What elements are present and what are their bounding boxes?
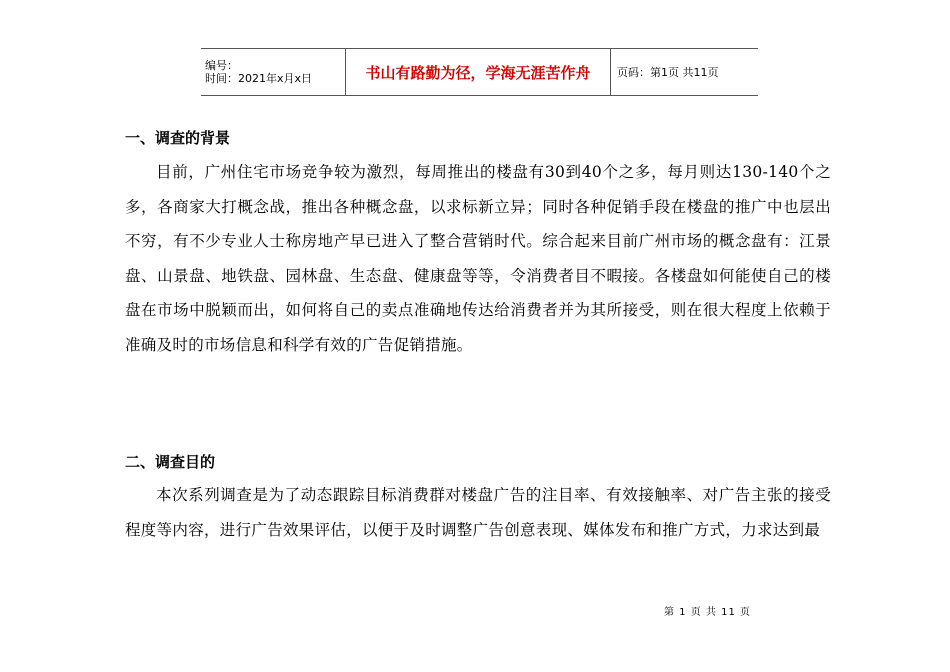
header-meta bbox=[201, 49, 346, 96]
page-footer: 第 1 页 共 11 页 bbox=[664, 607, 751, 618]
number-label: 编号： bbox=[205, 59, 238, 72]
section-paragraph-background: 目前，广州住宅市场竞争较为激烈，每周推出的楼盘有30到40个之多，每月则达130-140个之多，各商家大打概念战，推出各种概念盘，以求标新立异；同时各种促销手段在楼盘的推广中也层出不穷，有不少专业人士称房地产早已进入了整合营销时代。综合起来目前广州市场的概念盘有：江景盘、山景盘、地铁盘、园林盘、生态盘、健康盘等等，令消费者目不暇接。各楼盘如何能使自己的楼盘在市场中脱颖而出，如何将自己的卖点准确地传达给消费者并为其所接受，则在很大程度上依赖于准确及时的市场信息和科学有效的广告促销措施。 bbox=[125, 163, 831, 354]
time-label: 时间：2021年x月x日 bbox=[205, 72, 313, 85]
document-header bbox=[201, 48, 758, 96]
header-page-label: 页码：第1页 共11页 bbox=[611, 49, 759, 96]
section-heading-background: 一、调查的背景 bbox=[125, 129, 231, 147]
header-motto: 书山有路勤为径，学海无涯苦作舟 bbox=[346, 49, 611, 96]
section-paragraph-purpose: 本次系列调查是为了动态跟踪目标消费群对楼盘广告的注目率、有效接触率、对广告主张的接受程度等内容，进行广告效果评估，以便于及时调整广告创意表现、媒体发布和推广方式，力求达到最 bbox=[125, 486, 831, 539]
section-heading-purpose: 二、调查目的 bbox=[125, 453, 216, 471]
